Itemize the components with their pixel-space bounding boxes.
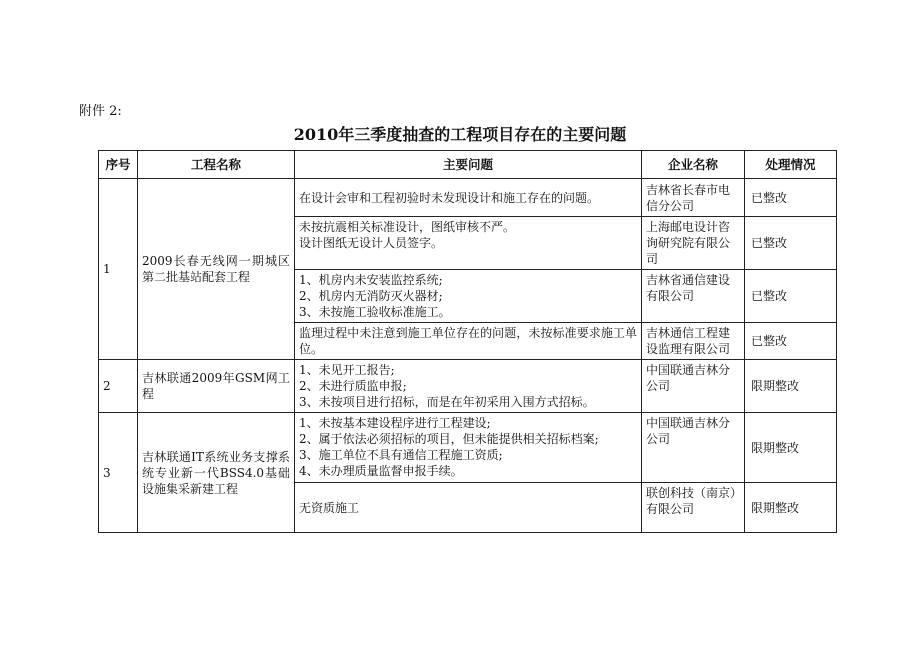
enterprise-name: 上海邮电设计咨询研究院有限公司 (642, 217, 745, 270)
status-cell: 已整改 (745, 323, 837, 360)
table-row (99, 360, 837, 413)
issue-cell: 监理过程中未注意到施工单位存在的问题，未按标准要求施工单位。 (295, 323, 642, 360)
issue-cell: 1、未见开工报告; 2、未进行质监申报; 3、未按项目进行招标，而是在年初采用入围方式招标。 (295, 360, 642, 413)
issue-cell: 未按抗震相关标准设计，图纸审核不严。 设计图纸无设计人员签字。 (295, 217, 642, 270)
enterprise-name: 吉林省通信建设有限公司 (642, 270, 745, 323)
project-name: 吉林联通2009年GSM网工程 (138, 360, 295, 413)
table-row (99, 413, 837, 483)
header-status: 处理情况 (745, 151, 837, 179)
issues-table (98, 150, 837, 533)
enterprise-name: 联创科技（南京）有限公司 (642, 483, 745, 533)
header-project: 工程名称 (138, 151, 295, 179)
header-no: 序号 (99, 151, 138, 179)
issue-cell: 1、未按基本建设程序进行工程建设; 2、属于依法必须招标的项目，但未能提供相关招标档案; 3、施工单位不具有通信工程施工资质; 4、未办理质量监督申报手续。 (295, 413, 642, 483)
project-name: 吉林联通IT系统业务支撑系统专业新一代BSS4.0基础设施集采新建工程 (138, 413, 295, 533)
status-cell: 已整改 (745, 270, 837, 323)
header-issues: 主要问题 (295, 151, 642, 179)
table-header-row (99, 151, 837, 179)
enterprise-name: 吉林通信工程建设监理有限公司 (642, 323, 745, 360)
row-number: 1 (99, 179, 138, 360)
row-number: 2 (99, 360, 138, 413)
status-cell: 限期整改 (745, 413, 837, 483)
document-title: 2010年三季度抽查的工程项目存在的主要问题 (293, 125, 627, 144)
attachment-label: 附件 2: (79, 104, 122, 119)
issue-cell: 1、机房内未安装监控系统; 2、机房内无消防灭火器材; 3、未按施工验收标准施工。 (295, 270, 642, 323)
status-cell: 已整改 (745, 217, 837, 270)
enterprise-name: 中国联通吉林分公司 (642, 360, 745, 413)
issue-cell: 无资质施工 (295, 483, 642, 533)
header-enterprise: 企业名称 (642, 151, 745, 179)
status-cell: 已整改 (745, 179, 837, 217)
issue-cell: 在设计会审和工程初验时未发现设计和施工存在的问题。 (295, 179, 642, 217)
project-name: 2009长春无线网一期城区第二批基站配套工程 (138, 179, 295, 360)
table-row (99, 179, 837, 217)
row-number: 3 (99, 413, 138, 533)
enterprise-name: 吉林省长春市电信分公司 (642, 179, 745, 217)
status-cell: 限期整改 (745, 483, 837, 533)
enterprise-name: 中国联通吉林分公司 (642, 413, 745, 483)
status-cell: 限期整改 (745, 360, 837, 413)
